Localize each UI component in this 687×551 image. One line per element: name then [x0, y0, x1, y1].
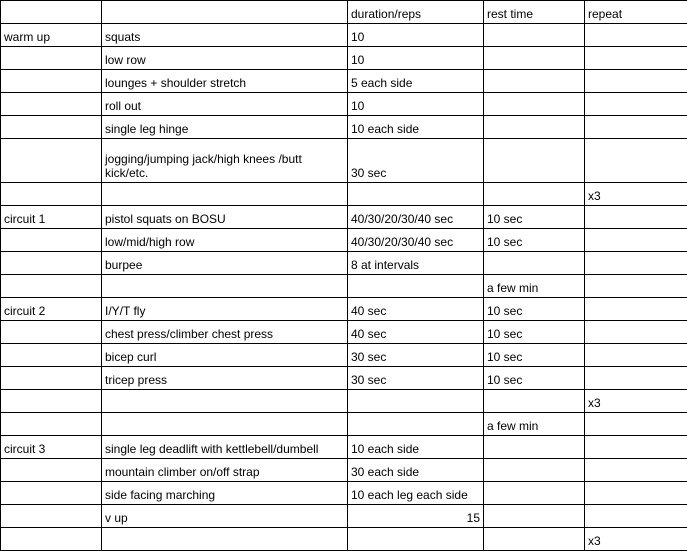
cell-section[interactable] [1, 183, 102, 206]
table-row [1, 116, 687, 139]
cell-duration-reps[interactable]: 10 each side [348, 116, 484, 139]
cell-duration-reps[interactable]: 10 [348, 93, 484, 116]
cell-duration-reps[interactable]: 40 sec [348, 298, 484, 321]
cell-rest-time[interactable]: 10 sec [484, 344, 585, 367]
table-row [1, 321, 687, 344]
cell-exercise[interactable]: squats [102, 24, 348, 47]
cell-repeat[interactable] [585, 275, 687, 298]
cell-rest-time[interactable]: 10 sec [484, 321, 585, 344]
cell-duration-reps[interactable]: 30 sec [348, 139, 484, 183]
cell-duration-reps[interactable]: 30 sec [348, 367, 484, 390]
cell-duration-reps[interactable]: 30 sec [348, 344, 484, 367]
table-row [1, 206, 687, 229]
cell-repeat[interactable] [585, 206, 687, 229]
cell-duration-reps[interactable] [348, 413, 484, 436]
cell-exercise[interactable]: lounges + shoulder stretch [102, 70, 348, 93]
header-cell-duration-reps[interactable]: duration/reps [348, 1, 484, 24]
cell-section[interactable] [1, 139, 102, 183]
cell-section[interactable] [1, 505, 102, 528]
table-row [1, 436, 687, 459]
cell-repeat[interactable]: x3 [585, 390, 687, 413]
cell-exercise[interactable] [102, 413, 348, 436]
cell-repeat[interactable] [585, 321, 687, 344]
cell-section[interactable] [1, 47, 102, 70]
cell-duration-reps[interactable]: 5 each side [348, 70, 484, 93]
cell-exercise[interactable]: low/mid/high row [102, 229, 348, 252]
cell-duration-reps[interactable] [348, 528, 484, 551]
cell-repeat[interactable] [585, 344, 687, 367]
cell-exercise[interactable]: I/Y/T fly [102, 298, 348, 321]
cell-rest-time[interactable] [484, 482, 585, 505]
cell-rest-time[interactable]: 10 sec [484, 206, 585, 229]
cell-duration-reps[interactable]: 40/30/20/30/40 sec [348, 229, 484, 252]
cell-exercise[interactable] [102, 183, 348, 206]
header-cell-rest-time[interactable]: rest time [484, 1, 585, 24]
cell-duration-reps[interactable] [348, 183, 484, 206]
table-row [1, 275, 687, 298]
cell-section[interactable] [1, 528, 102, 551]
cell-duration-reps[interactable]: 10 [348, 47, 484, 70]
cell-section[interactable] [1, 344, 102, 367]
table-row [1, 505, 687, 528]
cell-exercise[interactable]: pistol squats on BOSU [102, 206, 348, 229]
cell-rest-time[interactable] [484, 183, 585, 206]
cell-rest-time[interactable] [484, 252, 585, 275]
cell-duration-reps[interactable]: 15 [348, 505, 484, 528]
cell-duration-reps[interactable] [348, 390, 484, 413]
cell-section[interactable] [1, 252, 102, 275]
header-row [1, 1, 687, 24]
table-row [1, 24, 687, 47]
cell-section[interactable] [1, 93, 102, 116]
cell-rest-time[interactable] [484, 390, 585, 413]
cell-duration-reps[interactable]: 30 each side [348, 459, 484, 482]
cell-exercise[interactable]: mountain climber on/off strap [102, 459, 348, 482]
cell-rest-time[interactable]: a few min [484, 413, 585, 436]
cell-exercise[interactable]: burpee [102, 252, 348, 275]
table-row [1, 252, 687, 275]
spreadsheet-body [1, 1, 687, 551]
table-row [1, 229, 687, 252]
cell-repeat[interactable] [585, 70, 687, 93]
cell-rest-time[interactable] [484, 528, 585, 551]
table-row [1, 528, 687, 551]
cell-rest-time[interactable] [484, 436, 585, 459]
cell-repeat[interactable] [585, 93, 687, 116]
cell-repeat[interactable] [585, 436, 687, 459]
table-row [1, 93, 687, 116]
cell-section[interactable] [1, 482, 102, 505]
cell-section[interactable] [1, 367, 102, 390]
cell-exercise[interactable]: jogging/jumping jack/high knees /butt kick/etc. [102, 139, 348, 183]
table-row [1, 344, 687, 367]
cell-rest-time[interactable] [484, 24, 585, 47]
cell-rest-time[interactable] [484, 116, 585, 139]
cell-repeat[interactable]: x3 [585, 183, 687, 206]
cell-section[interactable]: circuit 2 [1, 298, 102, 321]
cell-repeat[interactable]: x3 [585, 528, 687, 551]
cell-section[interactable]: warm up [1, 24, 102, 47]
cell-exercise[interactable]: single leg hinge [102, 116, 348, 139]
table-row [1, 70, 687, 93]
cell-duration-reps[interactable] [348, 275, 484, 298]
header-cell-repeat[interactable]: repeat [585, 1, 687, 24]
table-row [1, 47, 687, 70]
header-cell-exercise[interactable] [102, 1, 348, 24]
cell-section[interactable] [1, 116, 102, 139]
cell-exercise[interactable]: roll out [102, 93, 348, 116]
cell-repeat[interactable] [585, 47, 687, 70]
cell-exercise[interactable]: low row [102, 47, 348, 70]
table-row [1, 298, 687, 321]
cell-rest-time[interactable]: 10 sec [484, 367, 585, 390]
table-row [1, 390, 687, 413]
cell-section[interactable] [1, 321, 102, 344]
cell-repeat[interactable] [585, 298, 687, 321]
table-row [1, 459, 687, 482]
cell-rest-time[interactable] [484, 459, 585, 482]
cell-section[interactable] [1, 459, 102, 482]
cell-section[interactable] [1, 70, 102, 93]
cell-exercise[interactable] [102, 528, 348, 551]
cell-exercise[interactable]: single leg deadlift with kettlebell/dumbell [102, 436, 348, 459]
cell-exercise[interactable] [102, 275, 348, 298]
cell-section[interactable] [1, 390, 102, 413]
cell-rest-time[interactable] [484, 47, 585, 70]
cell-exercise[interactable]: chest press/climber chest press [102, 321, 348, 344]
cell-repeat[interactable] [585, 252, 687, 275]
cell-section[interactable]: circuit 3 [1, 436, 102, 459]
table-row [1, 367, 687, 390]
cell-rest-time[interactable]: a few min [484, 275, 585, 298]
cell-rest-time[interactable]: 10 sec [484, 229, 585, 252]
table-row [1, 183, 687, 206]
cell-repeat[interactable] [585, 139, 687, 183]
cell-repeat[interactable] [585, 459, 687, 482]
header-cell-section[interactable] [1, 1, 102, 24]
cell-section[interactable]: circuit 1 [1, 206, 102, 229]
cell-duration-reps[interactable]: 8 at intervals [348, 252, 484, 275]
table-row [1, 413, 687, 436]
cell-exercise[interactable]: side facing marching [102, 482, 348, 505]
table-row [1, 482, 687, 505]
cell-rest-time[interactable] [484, 139, 585, 183]
cell-exercise[interactable] [102, 390, 348, 413]
cell-duration-reps[interactable]: 10 [348, 24, 484, 47]
cell-exercise[interactable]: tricep press [102, 367, 348, 390]
cell-exercise[interactable]: v up [102, 505, 348, 528]
cell-duration-reps[interactable]: 40/30/20/30/40 sec [348, 206, 484, 229]
cell-repeat[interactable] [585, 24, 687, 47]
cell-rest-time[interactable] [484, 505, 585, 528]
cell-repeat[interactable] [585, 367, 687, 390]
cell-section[interactable] [1, 413, 102, 436]
cell-section[interactable] [1, 229, 102, 252]
cell-duration-reps[interactable]: 10 each leg each side [348, 482, 484, 505]
cell-repeat[interactable] [585, 505, 687, 528]
cell-repeat[interactable] [585, 413, 687, 436]
cell-rest-time[interactable] [484, 93, 585, 116]
cell-exercise[interactable]: bicep curl [102, 344, 348, 367]
cell-repeat[interactable] [585, 116, 687, 139]
cell-duration-reps[interactable]: 40 sec [348, 321, 484, 344]
cell-repeat[interactable] [585, 482, 687, 505]
cell-rest-time[interactable]: 10 sec [484, 298, 585, 321]
cell-rest-time[interactable] [484, 70, 585, 93]
cell-section[interactable] [1, 275, 102, 298]
cell-repeat[interactable] [585, 229, 687, 252]
cell-duration-reps[interactable]: 10 each side [348, 436, 484, 459]
table-row [1, 139, 687, 183]
